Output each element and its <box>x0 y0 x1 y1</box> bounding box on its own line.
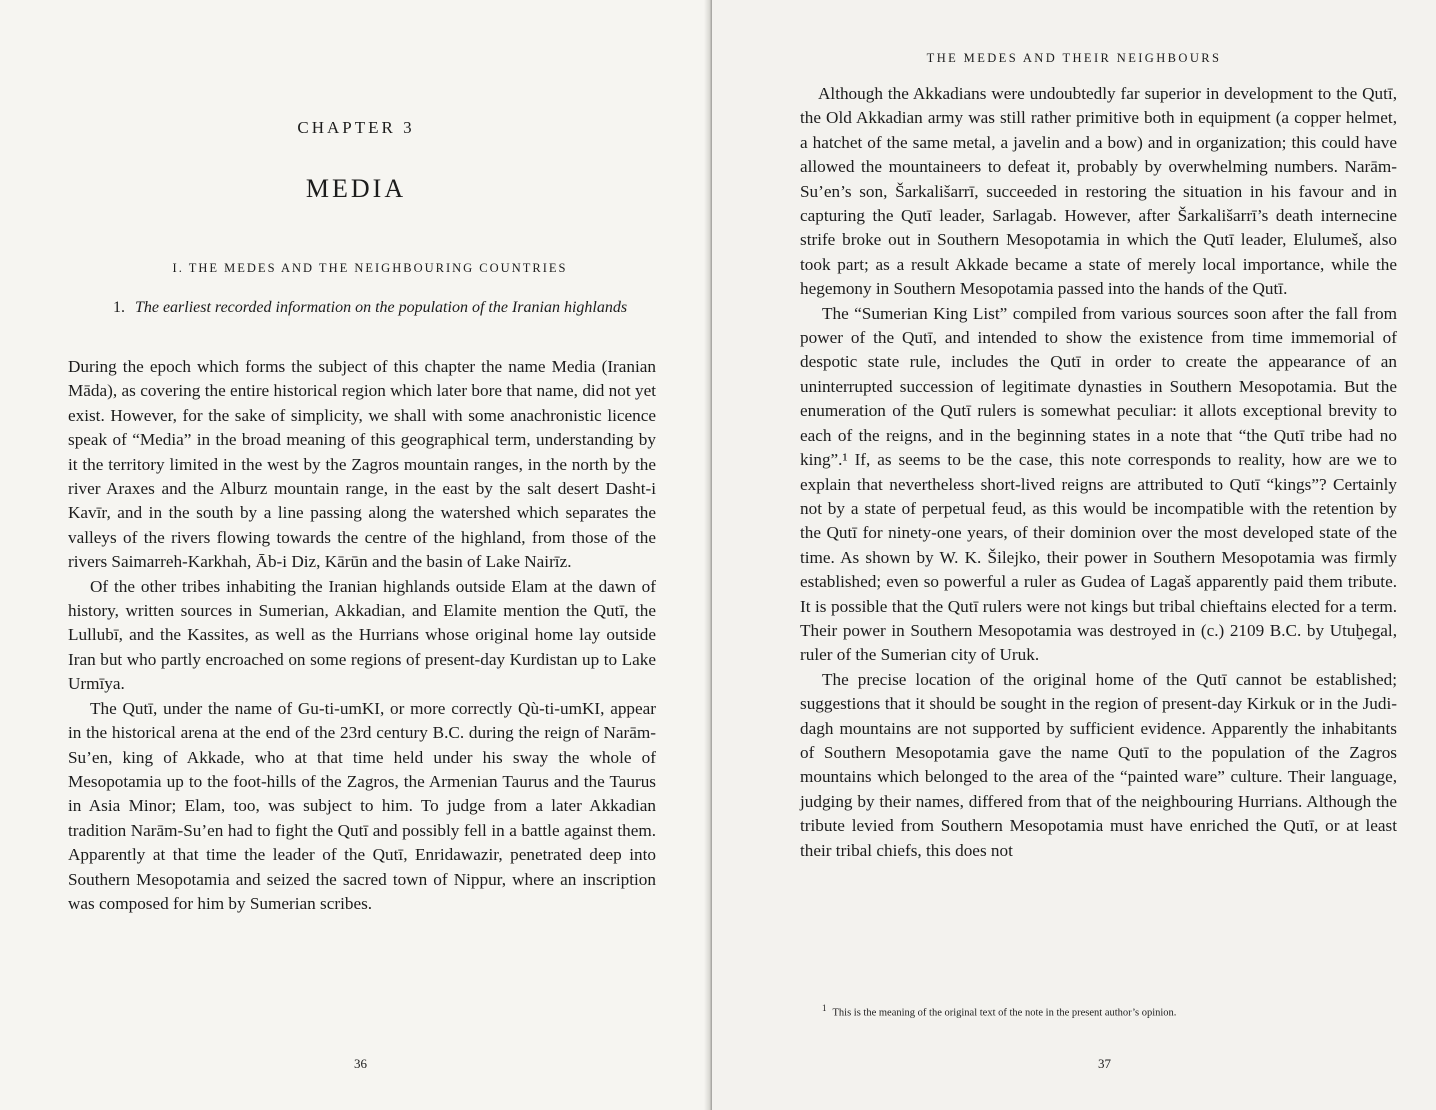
paragraph: The “Sumerian King List” compiled from various sources soon after the fall from power of the Qutī, and intended to show the existence from time immemorial of despotic state rule, includes the Qutī in order to create the appearance of an uninterrupted succession of legitimate dynasties in Southern Mesopotamia. But the enumeration of the Qutī rulers is somewhat peculiar: it allots exceptional brevity to each of the reigns, and in the beginning states in a note that “the Qutī tribe had no king”.¹ If, as seems to be the case, this note corresponds to reality, how are we to explain that nevertheless short-lived reigns are attributed to Qutī “kings”? Certainly not by a state of perpetual feud, as this would be incompatible with the retention by the Qutī for ninety-one years, of their dominion over the most developed state of the time. As shown by W. K. Šilejko, their power in Southern Mesopotamia was firmly established; even so powerful a ruler as Gudea of Lagaš apparently paid them tribute. It is possible that the Qutī rulers were not kings but tribal chieftains elected for a term. Their power in Southern Mesopotamia was destroyed in (c.) 2109 B.C. by Utuḫegal, ruler of the Sumerian city of Uruk. <box>800 303 1397 665</box>
paragraph: During the epoch which forms the subject of this chapter the name Media (Iranian Māda), as covering the entire historical region which later bore that name, did not yet exist. However, for the sake of simplicity, we shall with some anachronistic licence speak of “Media” in the broad meaning of this geographical term, understanding by it the territory limited in the west by the Zagros mountain ranges, in the north by the river Araxes and the Alburz mountain range, in the east by the salt desert Dasht-i Kavīr, and in the south by a line passing along the watershed which separates the valleys of the rivers flowing towards the centre of the highland, from those of the rivers Saimarreh-Karkhah, Āb-i Diz, Kārūn and the basin of Lake Nairīz. <box>68 357 656 572</box>
section-title: I. THE MEDES AND THE NEIGHBOURING COUNTRIES <box>172 261 568 275</box>
right-page <box>712 0 1436 1110</box>
subsection-heading <box>90 295 650 320</box>
footnote <box>822 1000 1382 1022</box>
chapter-label: CHAPTER 3 <box>297 118 415 137</box>
left-page <box>0 0 712 1110</box>
paragraph: Of the other tribes inhabiting the Iranian highlands outside Elam at the dawn of history, written sources in Sumerian, Akkadian, and Elamite mention the Qutī, the Lullubī, and the Kassites, as well as the Hurrians whose original home lay outside Iran but who partly encroached on some regions of present-day Kurdistan up to Lake Urmīya. <box>68 576 656 694</box>
paragraph: The precise location of the original home of the Qutī cannot be established; suggestions that it should be sought in the region of present-day Kirkuk or in the Judi-dagh mountains are not supported by sufficient evidence. Apparently the inhabitants of Southern Mesopotamia gave the name Qutī to the population of the Zagros mountains which belonged to the area of the “painted ware” culture. Their language, judging by their names, differed from that of the neighbouring Hurrians. Although the tribute levied from Southern Mesopotamia must have enriched the Qutī, or at least their tribal chiefs, this does not <box>800 669 1397 860</box>
paragraph: The Qutī, under the name of Gu-ti-umKI, or more correctly Qù-ti-umKI, appear in the historical arena at the end of the 23rd century B.C. during the reign of Narām-Su’en, king of Akkade, who at that time held under his sway the whole of Mesopotamia up to the foot-hills of the Zagros, the Armenian Taurus and the Taurus in Asia Minor; Elam, too, was subject to him. To judge from a later Akkadian tradition Narām-Su’en had to fight the Qutī and possibly fell in a battle against them. Apparently at that time the leader of the Qutī, Enridawazir, penetrated deep into Southern Mesopotamia and seized the sacred town of Nippur, where an inscription was composed for him by Sumerian scribes. <box>68 698 656 913</box>
running-head: THE MEDES AND THEIR NEIGHBOURS <box>926 51 1222 65</box>
chapter-title: MEDIA <box>305 174 407 203</box>
subsection-number: 1. <box>112 299 125 316</box>
paragraph: Although the Akkadians were undoubtedly far superior in development to the Qutī, the Old Akkadian army was still rather primitive both in equipment (a copper helmet, a hatchet of the same metal, a javelin and a bow) and in organization; this could have allowed the mountaineers to defeat it, probably by overwhelming numbers. Narām-Su’en’s son, Šarkališarrī, succeeded in restoring the situation in his favour and in capturing the Qutī leader, Sarlagab. However, after Šarkališarrī’s death internecine strife broke out in Southern Mesopotamia in which the Qutī leader, Elulumeš, also took part; as a result Akkade became a state of merely local importance, while the hegemony in Southern Mesopotamia passed into the hands of the Qutī. <box>800 84 1397 299</box>
right-body-text <box>800 82 1397 863</box>
footnote-mark: 1 <box>822 1003 827 1013</box>
page-number-left: 36 <box>354 1056 367 1071</box>
page-number-right: 37 <box>1098 1056 1111 1071</box>
subsection-title: The earliest recorded information on the population of the Iranian highlands <box>134 299 628 316</box>
left-body-text <box>68 355 656 916</box>
footnote-text: This is the meaning of the original text of the note in the present author’s opinion. <box>832 1007 1177 1019</box>
